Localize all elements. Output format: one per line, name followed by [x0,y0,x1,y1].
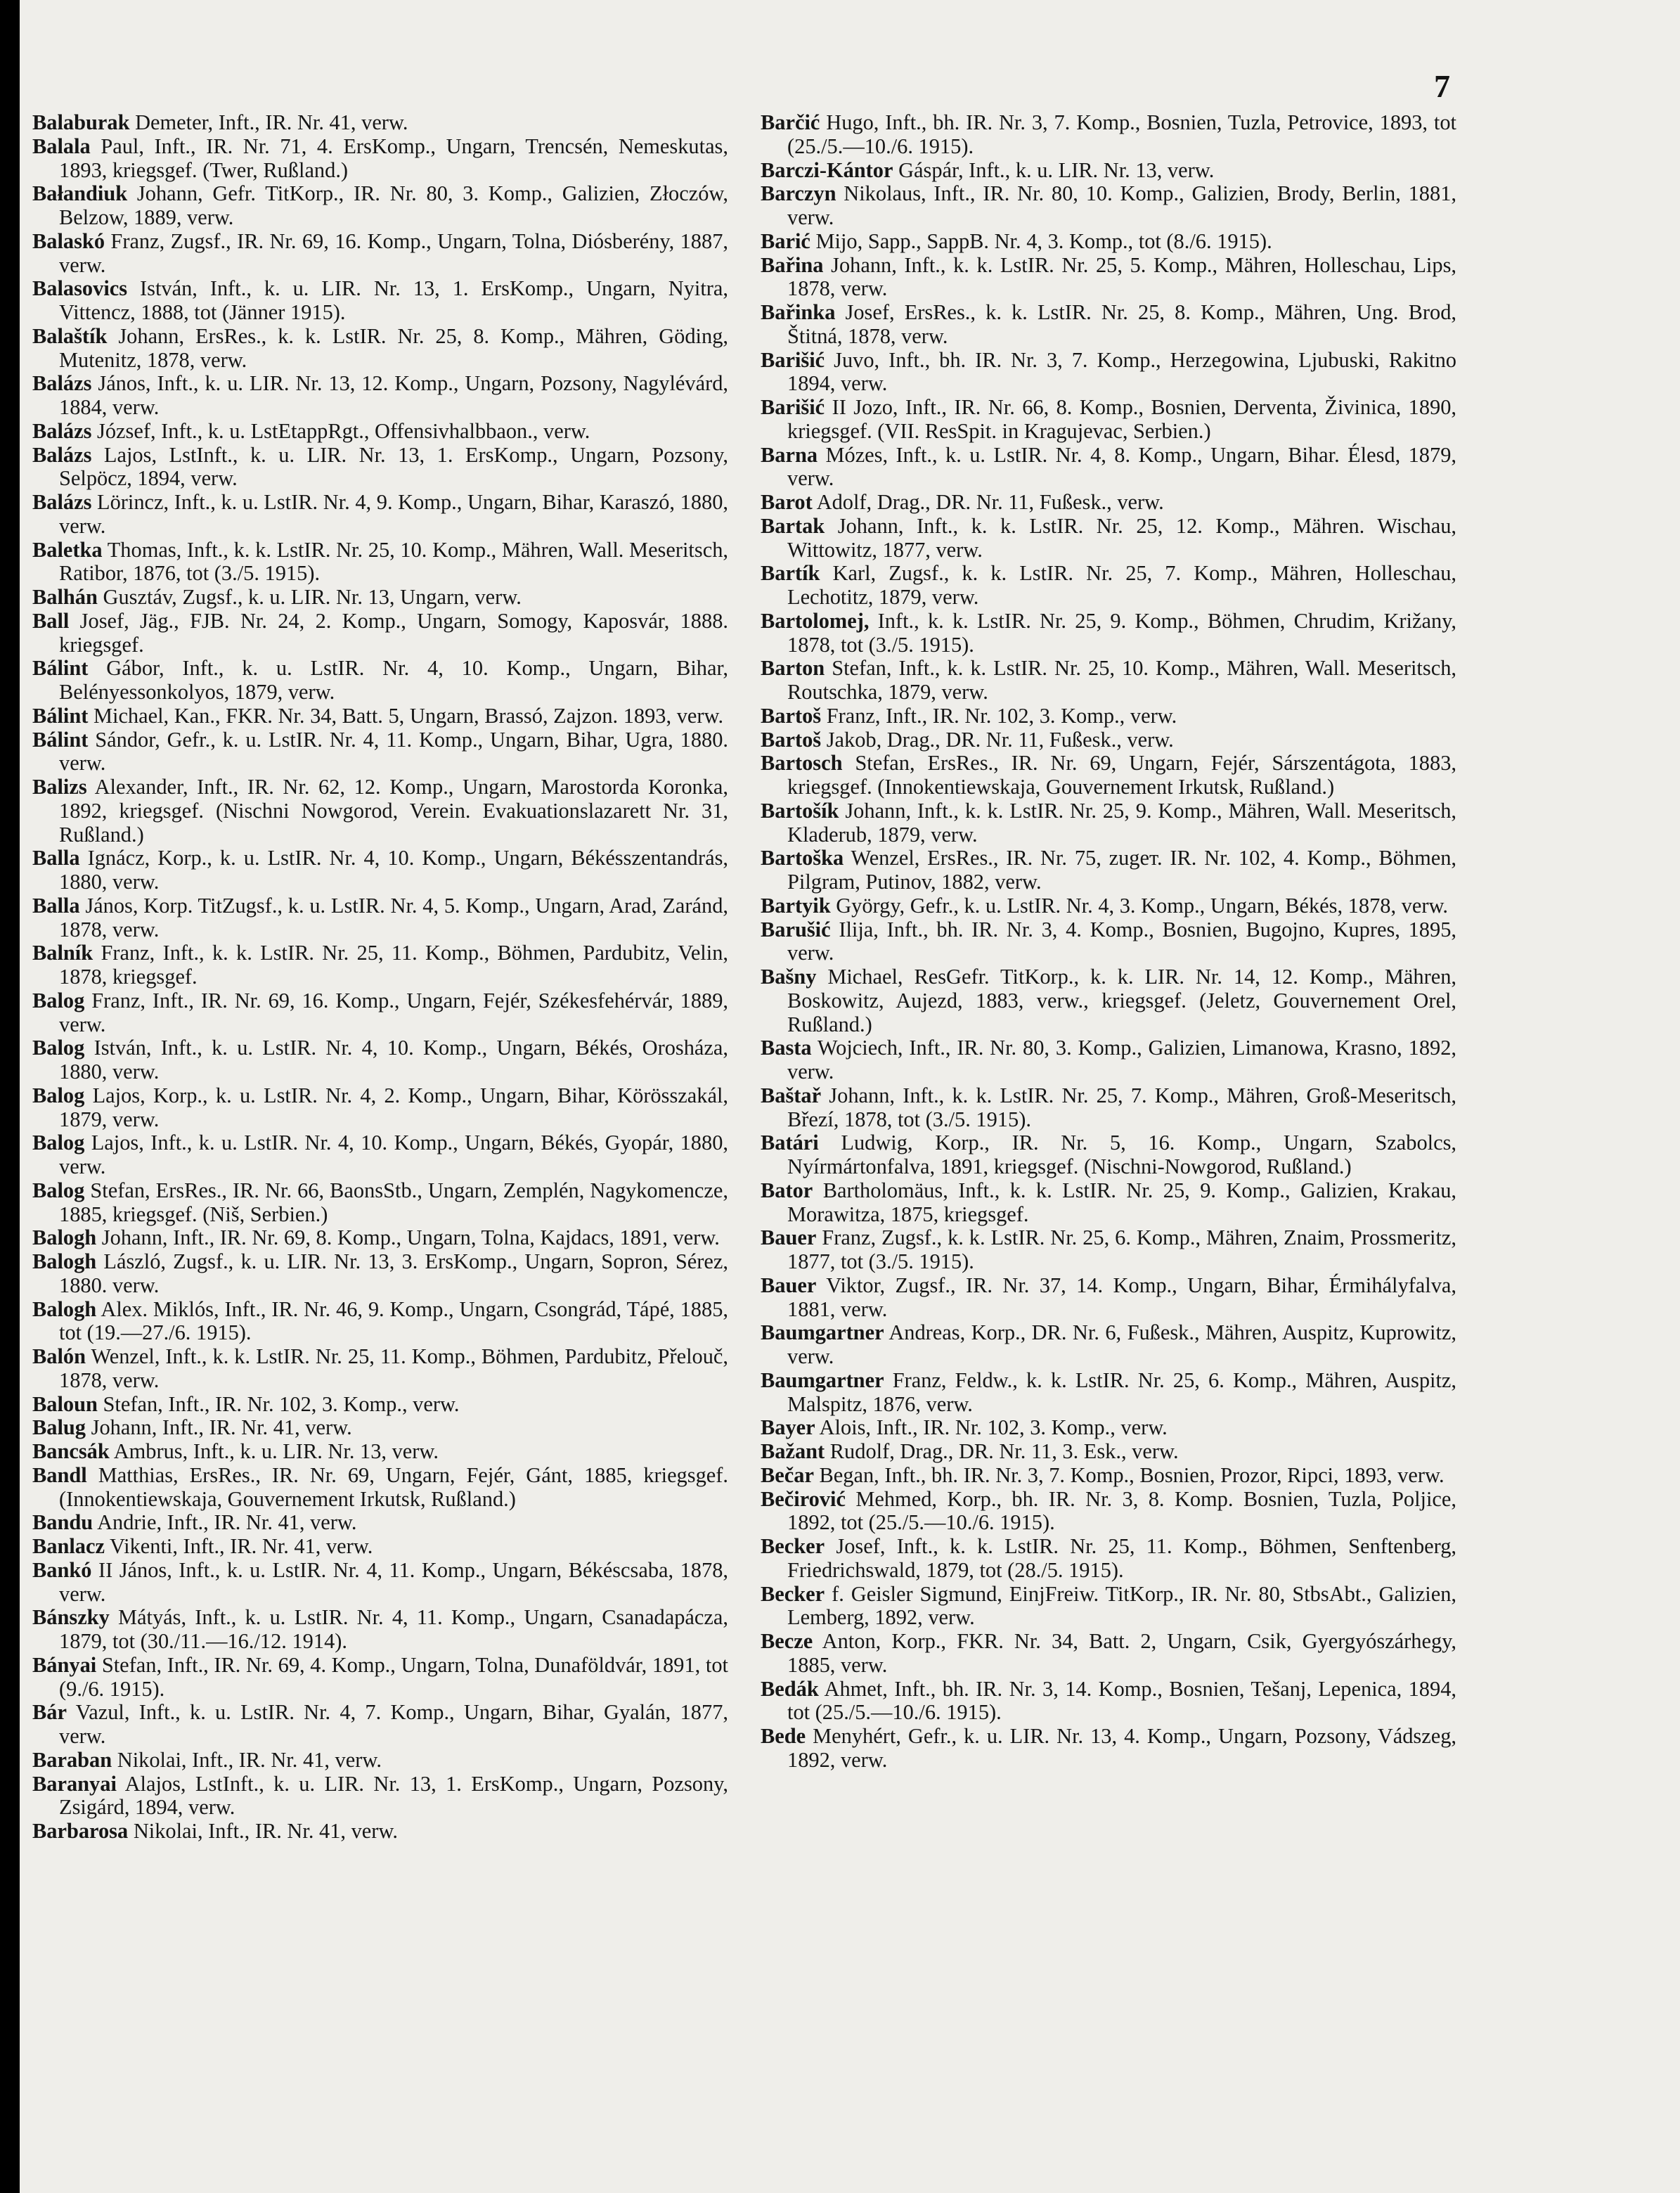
entry-surname: Basta [761,1036,812,1060]
register-entry [761,444,1456,491]
entry-surname: Bašny [761,965,817,989]
entry-surname: Balogh [32,1249,97,1273]
register-entry [761,918,1456,966]
entry-surname: Balázs [32,418,92,443]
entry-surname: Balhán [32,585,98,609]
register-entry [761,111,1456,159]
entry-details: Vazul, Inft., k. u. LstIR. Nr. 4, 7. Komp., Ungarn, Bihar, Gyalán, 1877, verw. [59,1700,728,1748]
entry-details: Menyhért, Gefr., k. u. LIR. Nr. 13, 4. Komp., Ungarn, Pozsony, Vádszeg, 1892, verw. [787,1724,1456,1772]
entry-surname: Baumgartner [761,1368,884,1392]
entry-details: Franz, Zugsf., k. k. LstIR. Nr. 25, 6. Komp., Mähren, Znaim, Prossmeritz, 1877, tot (3./5. 1915). [787,1226,1456,1273]
entry-surname: Balník [32,941,93,965]
register-entry [761,1369,1456,1417]
entry-surname: Becze [761,1629,813,1653]
entry-surname: Balogh [32,1226,97,1250]
register-entry [761,1036,1456,1084]
entry-surname: Balasovics [32,276,128,301]
entry-details: Nikolai, Inft., IR. Nr. 41, verw. [112,1747,382,1772]
entry-surname: Balaskó [32,229,105,253]
entry-surname: Balaštík [32,323,108,348]
entry-surname: Balizs [32,775,87,799]
entry-surname: Bařinka [761,300,836,324]
entry-details: Lajos, Korp., k. u. LstIR. Nr. 4, 2. Komp., Ungarn, Bihar, Körösszakál, 1879, verw. [59,1083,728,1131]
entry-surname: Bałandiuk [32,181,128,206]
entry-surname: Bartoš [761,727,822,752]
entry-details: Josef, Inft., k. k. LstIR. Nr. 25, 11. Komp., Böhmen, Senftenberg, Friedrichswald, 1879, tot (28./5. 1915). [787,1534,1456,1582]
register-entry [32,1535,728,1559]
register-entry [32,941,728,989]
entry-details: Franz, Inft., k. k. LstIR. Nr. 25, 11. Komp., Böhmen, Pardubitz, Velin, 1878, kriegsgef. [59,941,728,989]
entry-details: Gábor, Inft., k. u. LstIR. Nr. 4, 10. Komp., Ungarn, Bihar, Belényessonkolyos, 1879, verw. [59,656,728,704]
register-entry [761,1725,1456,1773]
entry-surname: Balón [32,1344,86,1368]
entry-details: Ludwig, Korp., IR. Nr. 5, 16. Komp., Ungarn, Szabolcs, Nyírmártonfalva, 1891, kriegsgef. (Nischni-Nowgorod, Rußland.) [787,1131,1456,1178]
entry-details: Johann, Inft., IR. Nr. 69, 8. Komp., Ungarn, Tolna, Kajdacs, 1891, verw. [96,1226,720,1250]
entry-details: Stefan, ErsRes., IR. Nr. 69, Ungarn, Fejér, Sárszentágota, 1883, kriegsgef. (Innokentiewskaja, Gouvernement Irkutsk, Rußland.) [787,751,1456,799]
entry-details: Lajos, Inft., k. u. LstIR. Nr. 4, 10. Komp., Ungarn, Békés, Gyopár, 1880, verw. [59,1131,728,1178]
entry-surname: Baletka [32,537,103,562]
entry-details: Paul, Inft., IR. Nr. 71, 4. ErsKomp., Ungarn, Trencsén, Nemeskutas, 1893, kriegsgef. (Twer, Rußland.) [59,134,728,182]
register-entry [32,230,728,278]
entry-surname: Bánszky [32,1605,110,1630]
entry-details: Ahmet, Inft., bh. IR. Nr. 3, 14. Komp., Bosnien, Tešanj, Lepenica, 1894, tot (25./5.—10./6. 1915). [787,1676,1456,1725]
register-entry [32,325,728,373]
register-entry [32,1416,728,1440]
entry-surname: Bator [761,1178,813,1202]
entry-details: Stefan, Inft., k. k. LstIR. Nr. 25, 10. Komp., Mähren, Wall. Meseritsch, Routschka, 1879, verw. [787,656,1456,704]
register-entry [32,1345,728,1393]
register-entry [761,610,1456,657]
entry-details: Ilija, Inft., bh. IR. Nr. 3, 4. Komp., Bosnien, Bugojno, Kupres, 1895, verw. [787,917,1456,965]
entry-details: Demeter, Inft., IR. Nr. 41, verw. [129,110,408,134]
page [20,0,1680,2193]
register-entry [32,372,728,420]
entry-details: Lajos, LstInft., k. u. LIR. Nr. 13, 1. ErsKomp., Ungarn, Pozsony, Selpöcz, 1894, verw. [59,442,728,491]
register-entry [761,894,1456,918]
entry-details: Johann, Inft., k. k. LstIR. Nr. 25, 7. Komp., Mähren, Groß-Meseritsch, Březí, 1878, tot (3./5. 1915). [787,1083,1456,1131]
entry-details: István, Inft., k. u. LstIR. Nr. 4, 10. Komp., Ungarn, Békés, Orosháza, 1880, verw. [59,1036,728,1083]
entry-details: Andrie, Inft., IR. Nr. 41, verw. [93,1510,357,1535]
register-entry [32,1179,728,1227]
register-entry [32,894,728,942]
entry-details: Alex. Miklós, Inft., IR. Nr. 46, 9. Komp., Ungarn, Csongrád, Tápé, 1885, tot (19.—27./6. 1915). [59,1297,728,1345]
entry-surname: Balog [32,1178,85,1202]
entry-surname: Bečirović [761,1486,846,1511]
entry-surname: Barot [761,490,813,514]
entry-details: f. Geisler Sigmund, EinjFreiw. TitKorp., IR. Nr. 80, StbsAbt., Galizien, Lemberg, 1892, verw. [787,1581,1456,1630]
entry-surname: Bálint [32,727,89,752]
entry-details: Mátyás, Inft., k. u. LstIR. Nr. 4, 11. Komp., Ungarn, Csanadapácza, 1879, tot (30./11.—16./12. 1914). [59,1605,728,1653]
register-entry [32,1298,728,1346]
entry-surname: Balázs [32,442,92,467]
entry-surname: Barušić [761,917,831,941]
register-entry [32,847,728,894]
entry-surname: Bartoška [761,846,844,870]
register-entry [761,1274,1456,1322]
entry-surname: Bařina [761,252,824,277]
entry-surname: Baloun [32,1391,98,1416]
register-entry [761,1416,1456,1440]
register-entry [32,444,728,491]
entry-surname: Baštař [761,1083,822,1107]
register-entry [761,1440,1456,1464]
register-entry [761,515,1456,562]
register-entry [32,1820,728,1844]
left-column [32,111,728,1844]
register-entry [761,1488,1456,1536]
page-number: 7 [1434,68,1450,104]
entry-surname: Becker [761,1534,825,1558]
register-entry [32,657,728,705]
entry-details: Johann, Gefr. TitKorp., IR. Nr. 80, 3. Komp., Galizien, Złoczów, Belzow, 1889, verw. [59,181,728,229]
entry-surname: Bauer [761,1273,817,1297]
register-entry [761,1226,1456,1274]
entry-surname: Ball [32,608,70,633]
entry-details: Josef, Jäg., FJB. Nr. 24, 2. Komp., Ungarn, Somogy, Kaposvár, 1888. kriegsgef. [59,608,728,657]
entry-surname: Barišić [761,347,825,372]
register-entry [761,1630,1456,1678]
entry-surname: Bede [761,1724,806,1748]
register-entry [761,230,1456,254]
register-entry [761,1583,1456,1631]
entry-details: Franz, Zugsf., IR. Nr. 69, 16. Komp., Ungarn, Tolna, Diósberény, 1887, verw. [59,229,728,277]
register-entry [32,182,728,230]
entry-surname: Bandl [32,1462,87,1487]
entry-details: Johann, Inft., IR. Nr. 41, verw. [86,1415,352,1440]
entry-surname: Bartolomej, [761,608,870,633]
entry-details: Hugo, Inft., bh. IR. Nr. 3, 7. Komp., Bosnien, Tuzla, Petrovice, 1893, tot (25./5.—10./6. 1915). [787,110,1456,158]
register-entry [32,705,728,728]
register-entry [761,1464,1456,1488]
register-entry [32,1393,728,1417]
entry-surname: Bartosch [761,751,843,776]
register-entry [32,1654,728,1702]
entry-surname: Balla [32,893,80,918]
entry-details: János, Inft., k. u. LIR. Nr. 13, 12. Komp., Ungarn, Pozsony, Nagylévárd, 1884, verw. [59,371,728,419]
entry-details: László, Zugsf., k. u. LIR. Nr. 13, 3. ErsKomp., Ungarn, Sopron, Sérez, 1880. verw. [59,1249,728,1297]
register-entry [761,847,1456,894]
entry-details: Franz, Inft., IR. Nr. 102, 3. Komp., verw. [821,703,1177,728]
entry-details: Anton, Korp., FKR. Nr. 34, Batt. 2, Ungarn, Csik, Gyergyószárhegy, 1885, verw. [787,1629,1456,1677]
entry-details: Adolf, Drag., DR. Nr. 11, Fußesk., verw. [812,490,1164,514]
entry-surname: Balog [32,1036,85,1060]
entry-details: Sándor, Gefr., k. u. LstIR. Nr. 4, 11. Komp., Ungarn, Bihar, Ugra, 1880. verw. [59,727,728,776]
entry-surname: Balázs [32,490,92,514]
entry-details: II Jozo, Inft., IR. Nr. 66, 8. Komp., Bosnien, Derventa, Živinica, 1890, kriegsgef. (VII. ResSpit. in Kragujevac, Serbien.) [787,395,1456,443]
entry-surname: Batári [761,1131,819,1155]
entry-surname: Bancsák [32,1439,110,1463]
entry-surname: Barton [761,656,825,681]
register-entry [32,1559,728,1607]
register-entry [32,1749,728,1773]
entry-details: Inft., k. k. LstIR. Nr. 25, 9. Komp., Böhmen, Chrudim, Križany, 1878, tot (3./5. 1915). [787,608,1456,657]
register-entry [761,728,1456,752]
entry-surname: Bartak [761,513,825,538]
register-entry [761,1678,1456,1725]
entry-details: Karl, Zugsf., k. k. LstIR. Nr. 25, 7. Komp., Mähren, Holleschau, Lechotitz, 1879, verw. [787,561,1456,609]
register-entry [32,1250,728,1298]
register-entry [32,1464,728,1512]
entry-details: György, Gefr., k. u. LstIR. Nr. 4, 3. Komp., Ungarn, Békés, 1878, verw. [830,893,1449,918]
entry-details: Franz, Inft., IR. Nr. 69, 16. Komp., Ungarn, Fejér, Székesfehérvár, 1889, verw. [59,988,728,1036]
entry-details: Johann, Inft., k. k. LstIR. Nr. 25, 5. Komp., Mähren, Holleschau, Lips, 1878, verw. [787,252,1456,301]
entry-surname: Balog [32,988,85,1012]
entry-surname: Balala [32,134,91,158]
entry-surname: Bečar [761,1462,814,1487]
entry-details: Nikolai, Inft., IR. Nr. 41, verw. [128,1819,398,1843]
register-entry [761,1535,1456,1583]
register-entry [761,182,1456,230]
register-entry [32,1226,728,1250]
register-entry [32,491,728,539]
entry-surname: Barišić [761,395,825,419]
entry-surname: Baumgartner [761,1320,884,1345]
entry-details: Lörincz, Inft., k. u. LstIR. Nr. 4, 9. Komp., Ungarn, Bihar, Karaszó, 1880, verw. [59,490,728,538]
entry-surname: Bandu [32,1510,93,1535]
register-entry [32,420,728,444]
register-entry [761,1084,1456,1132]
entry-surname: Bankó [32,1557,92,1582]
entry-details: Bartholomäus, Inft., k. k. LstIR. Nr. 25, 9. Komp., Galizien, Krakau, Morawitza, 1875, kriegsgef. [787,1178,1456,1226]
entry-surname: Bálint [32,703,89,728]
register-entry [32,1511,728,1535]
entry-surname: Bažant [761,1439,825,1463]
entry-surname: Bauer [761,1226,817,1250]
entry-details: Alajos, LstInft., k. u. LIR. Nr. 13, 1. ErsKomp., Ungarn, Pozsony, Zsigárd, 1894, verw. [59,1771,728,1820]
entry-details: Johann, Inft., k. k. LstIR. Nr. 25, 12. Komp., Mähren. Wischau, Wittowitz, 1877, verw. [787,513,1456,562]
entry-details: István, Inft., k. u. LIR. Nr. 13, 1. ErsKomp., Ungarn, Nyitra, Vittencz, 1888, tot (Jänner 1915). [59,276,728,324]
right-column [761,111,1456,1773]
register-entry [761,965,1456,1036]
entry-details: Stefan, Inft., IR. Nr. 102, 3. Komp., verw. [97,1391,460,1416]
register-entry [761,1131,1456,1179]
register-entry [761,254,1456,302]
register-entry [761,159,1456,183]
entry-details: Jakob, Drag., DR. Nr. 11, Fußesk., verw. [821,727,1174,752]
register-entry [761,301,1456,349]
entry-details: Wojciech, Inft., IR. Nr. 80, 3. Komp., Galizien, Limanowa, Krasno, 1892, verw. [787,1036,1456,1083]
register-entry [761,1179,1456,1227]
register-entry [32,111,728,135]
entry-surname: Banlacz [32,1534,105,1558]
register-entry [32,1606,728,1654]
entry-surname: Barčić [761,110,820,134]
entry-details: Stefan, ErsRes., IR. Nr. 66, BaonsStb., Ungarn, Zemplén, Nagykomencze, 1885, kriegsgef. (Niš, Serbien.) [59,1178,728,1226]
register-entry [761,799,1456,847]
register-entry [32,277,728,325]
entry-details: Johann, Inft., k. k. LstIR. Nr. 25, 9. Komp., Mähren, Wall. Meseritsch, Kladerub, 1879, verw. [787,798,1456,847]
entry-surname: Baranyai [32,1771,117,1796]
entry-details: Alois, Inft., IR. Nr. 102, 3. Komp., verw. [815,1415,1168,1440]
register-entry [32,1036,728,1084]
register-entry [761,1321,1456,1369]
register-entry [32,1084,728,1132]
entry-details: Thomas, Inft., k. k. LstIR. Nr. 25, 10. Komp., Mähren, Wall. Meseritsch, Ratibor, 1876, tot (3./5. 1915). [59,537,728,586]
entry-details: Alexander, Inft., IR. Nr. 62, 12. Komp., Ungarn, Marostorda Koronka, 1892, kriegsgef. (Nischni Nowgorod, Verein. Evakuationslazarett Nr. 31, Rußland.) [59,775,728,847]
register-entry [32,776,728,847]
entry-details: Michael, Kan., FKR. Nr. 34, Batt. 5, Ungarn, Brassó, Zajzon. 1893, verw. [88,703,724,728]
register-entry [761,657,1456,705]
register-entry [32,135,728,183]
entry-surname: Bayer [761,1415,815,1440]
entry-surname: Balaburak [32,110,130,134]
entry-details: Gusztáv, Zugsf., k. u. LIR. Nr. 13, Ungarn, verw. [97,585,522,609]
entry-surname: Barczyn [761,181,836,206]
entry-details: János, Korp. TitZugsf., k. u. LstIR. Nr. 4, 5. Komp., Ungarn, Arad, Zaránd, 1878, verw. [59,893,728,941]
register-entry [32,1440,728,1464]
entry-surname: Balázs [32,371,92,396]
entry-surname: Bár [32,1700,67,1725]
register-entry [32,1131,728,1179]
entry-details: Matthias, ErsRes., IR. Nr. 69, Ungarn, Fejér, Gánt, 1885, kriegsgef. (Innokentiewskaja, Gouvernement Irkutsk, Rußland.) [59,1462,728,1511]
entry-surname: Bartík [761,561,820,586]
entry-surname: Bartošík [761,798,839,823]
entry-details: Andreas, Korp., DR. Nr. 6, Fußesk., Mähren, Auspitz, Kuprowitz, verw. [787,1320,1456,1368]
entry-surname: Barczi-Kántor [761,157,893,182]
entry-details: Wenzel, Inft., k. k. LstIR. Nr. 25, 11. Komp., Böhmen, Pardubitz, Přelouč, 1878, verw. [59,1344,728,1392]
entry-details: Franz, Feldw., k. k. LstIR. Nr. 25, 6. Komp., Mähren, Auspitz, Malspitz, 1876, verw. [787,1368,1456,1416]
entry-details: Gáspár, Inft., k. u. LIR. Nr. 13, verw. [893,157,1215,182]
entry-surname: Bartoš [761,703,822,728]
entry-surname: Bálint [32,656,89,681]
entry-details: Nikolaus, Inft., IR. Nr. 80, 10. Komp., Galizien, Brody, Berlin, 1881, verw. [787,181,1456,229]
entry-details: Mehmed, Korp., bh. IR. Nr. 3, 8. Komp. Bosnien, Tuzla, Poljice, 1892, tot (25./5.—10./6. 1915). [787,1486,1456,1535]
register-entry [32,586,728,610]
entry-details: Rudolf, Drag., DR. Nr. 11, 3. Esk., verw. [825,1439,1179,1463]
entry-surname: Balogh [32,1297,97,1321]
entry-details: Michael, ResGefr. TitKorp., k. k. LIR. Nr. 14, 12. Komp., Mähren, Boskowitz, Aujezd, 1883, verw., kriegsgef. (Jeletz, Gouvernement Orel, Rußland.) [787,965,1456,1036]
entry-surname: Barić [761,229,810,253]
entry-details: Viktor, Zugsf., IR. Nr. 37, 14. Komp., Ungarn, Bihar, Érmihályfalva, 1881, verw. [787,1273,1456,1321]
entry-details: Began, Inft., bh. IR. Nr. 3, 7. Komp., Bosnien, Prozor, Ripci, 1893, verw. [813,1462,1445,1487]
register-entry [32,1701,728,1749]
register-entry [761,491,1456,515]
register-entry [761,396,1456,444]
register-entry [761,752,1456,799]
entry-surname: Balla [32,846,80,870]
entry-details: Ambrus, Inft., k. u. LIR. Nr. 13, verw. [109,1439,439,1463]
register-entry [32,539,728,586]
register-entry [761,562,1456,610]
register-entry [32,728,728,776]
register-entry [32,610,728,657]
entry-surname: Balog [32,1083,85,1107]
entry-details: Stefan, Inft., IR. Nr. 69, 4. Komp., Ungarn, Tolna, Dunaföldvár, 1891, tot (9./6. 1915). [59,1652,728,1701]
entry-details: II János, Inft., k. u. LstIR. Nr. 4, 11. Komp., Ungarn, Békéscsaba, 1878, verw. [59,1557,728,1606]
entry-surname: Bedák [761,1676,819,1701]
entry-details: Ignácz, Korp., k. u. LstIR. Nr. 4, 10. Komp., Ungarn, Békésszentandrás, 1880, verw. [59,846,728,894]
entry-surname: Barbarosa [32,1819,129,1843]
entry-details: Johann, ErsRes., k. k. LstIR. Nr. 25, 8. Komp., Mähren, Göding, Mutenitz, 1878, verw. [59,323,728,372]
entry-surname: Baraban [32,1747,112,1772]
entry-surname: Bányai [32,1652,97,1677]
entry-details: Mózes, Inft., k. u. LstIR. Nr. 4, 8. Komp., Ungarn, Bihar. Élesd, 1879, verw. [787,442,1456,491]
entry-details: Josef, ErsRes., k. k. LstIR. Nr. 25, 8. Komp., Mähren, Ung. Brod, Štitná, 1878, verw. [787,300,1456,348]
entry-surname: Balug [32,1415,86,1440]
register-entry [32,1773,728,1820]
entry-details: Juvo, Inft., bh. IR. Nr. 3, 7. Komp., Herzegowina, Ljubuski, Rakitno 1894, verw. [787,347,1456,396]
entry-surname: Bartyik [761,893,831,918]
register-entry [761,705,1456,728]
entry-details: József, Inft., k. u. LstEtappRgt., Offensivhalbbaon., verw. [91,418,590,443]
register-entry [761,349,1456,397]
entry-surname: Becker [761,1581,825,1606]
entry-details: Wenzel, ErsRes., IR. Nr. 75, zugет. IR. Nr. 102, 4. Komp., Böhmen, Pilgram, Putinov, 1882, verw. [787,846,1456,894]
register-entry [32,989,728,1037]
entry-surname: Balog [32,1131,85,1155]
entry-details: Mijo, Sapp., SappB. Nr. 4, 3. Komp., tot (8./6. 1915). [810,229,1272,253]
entry-details: Vikenti, Inft., IR. Nr. 41, verw. [104,1534,373,1558]
entry-surname: Barna [761,442,818,467]
